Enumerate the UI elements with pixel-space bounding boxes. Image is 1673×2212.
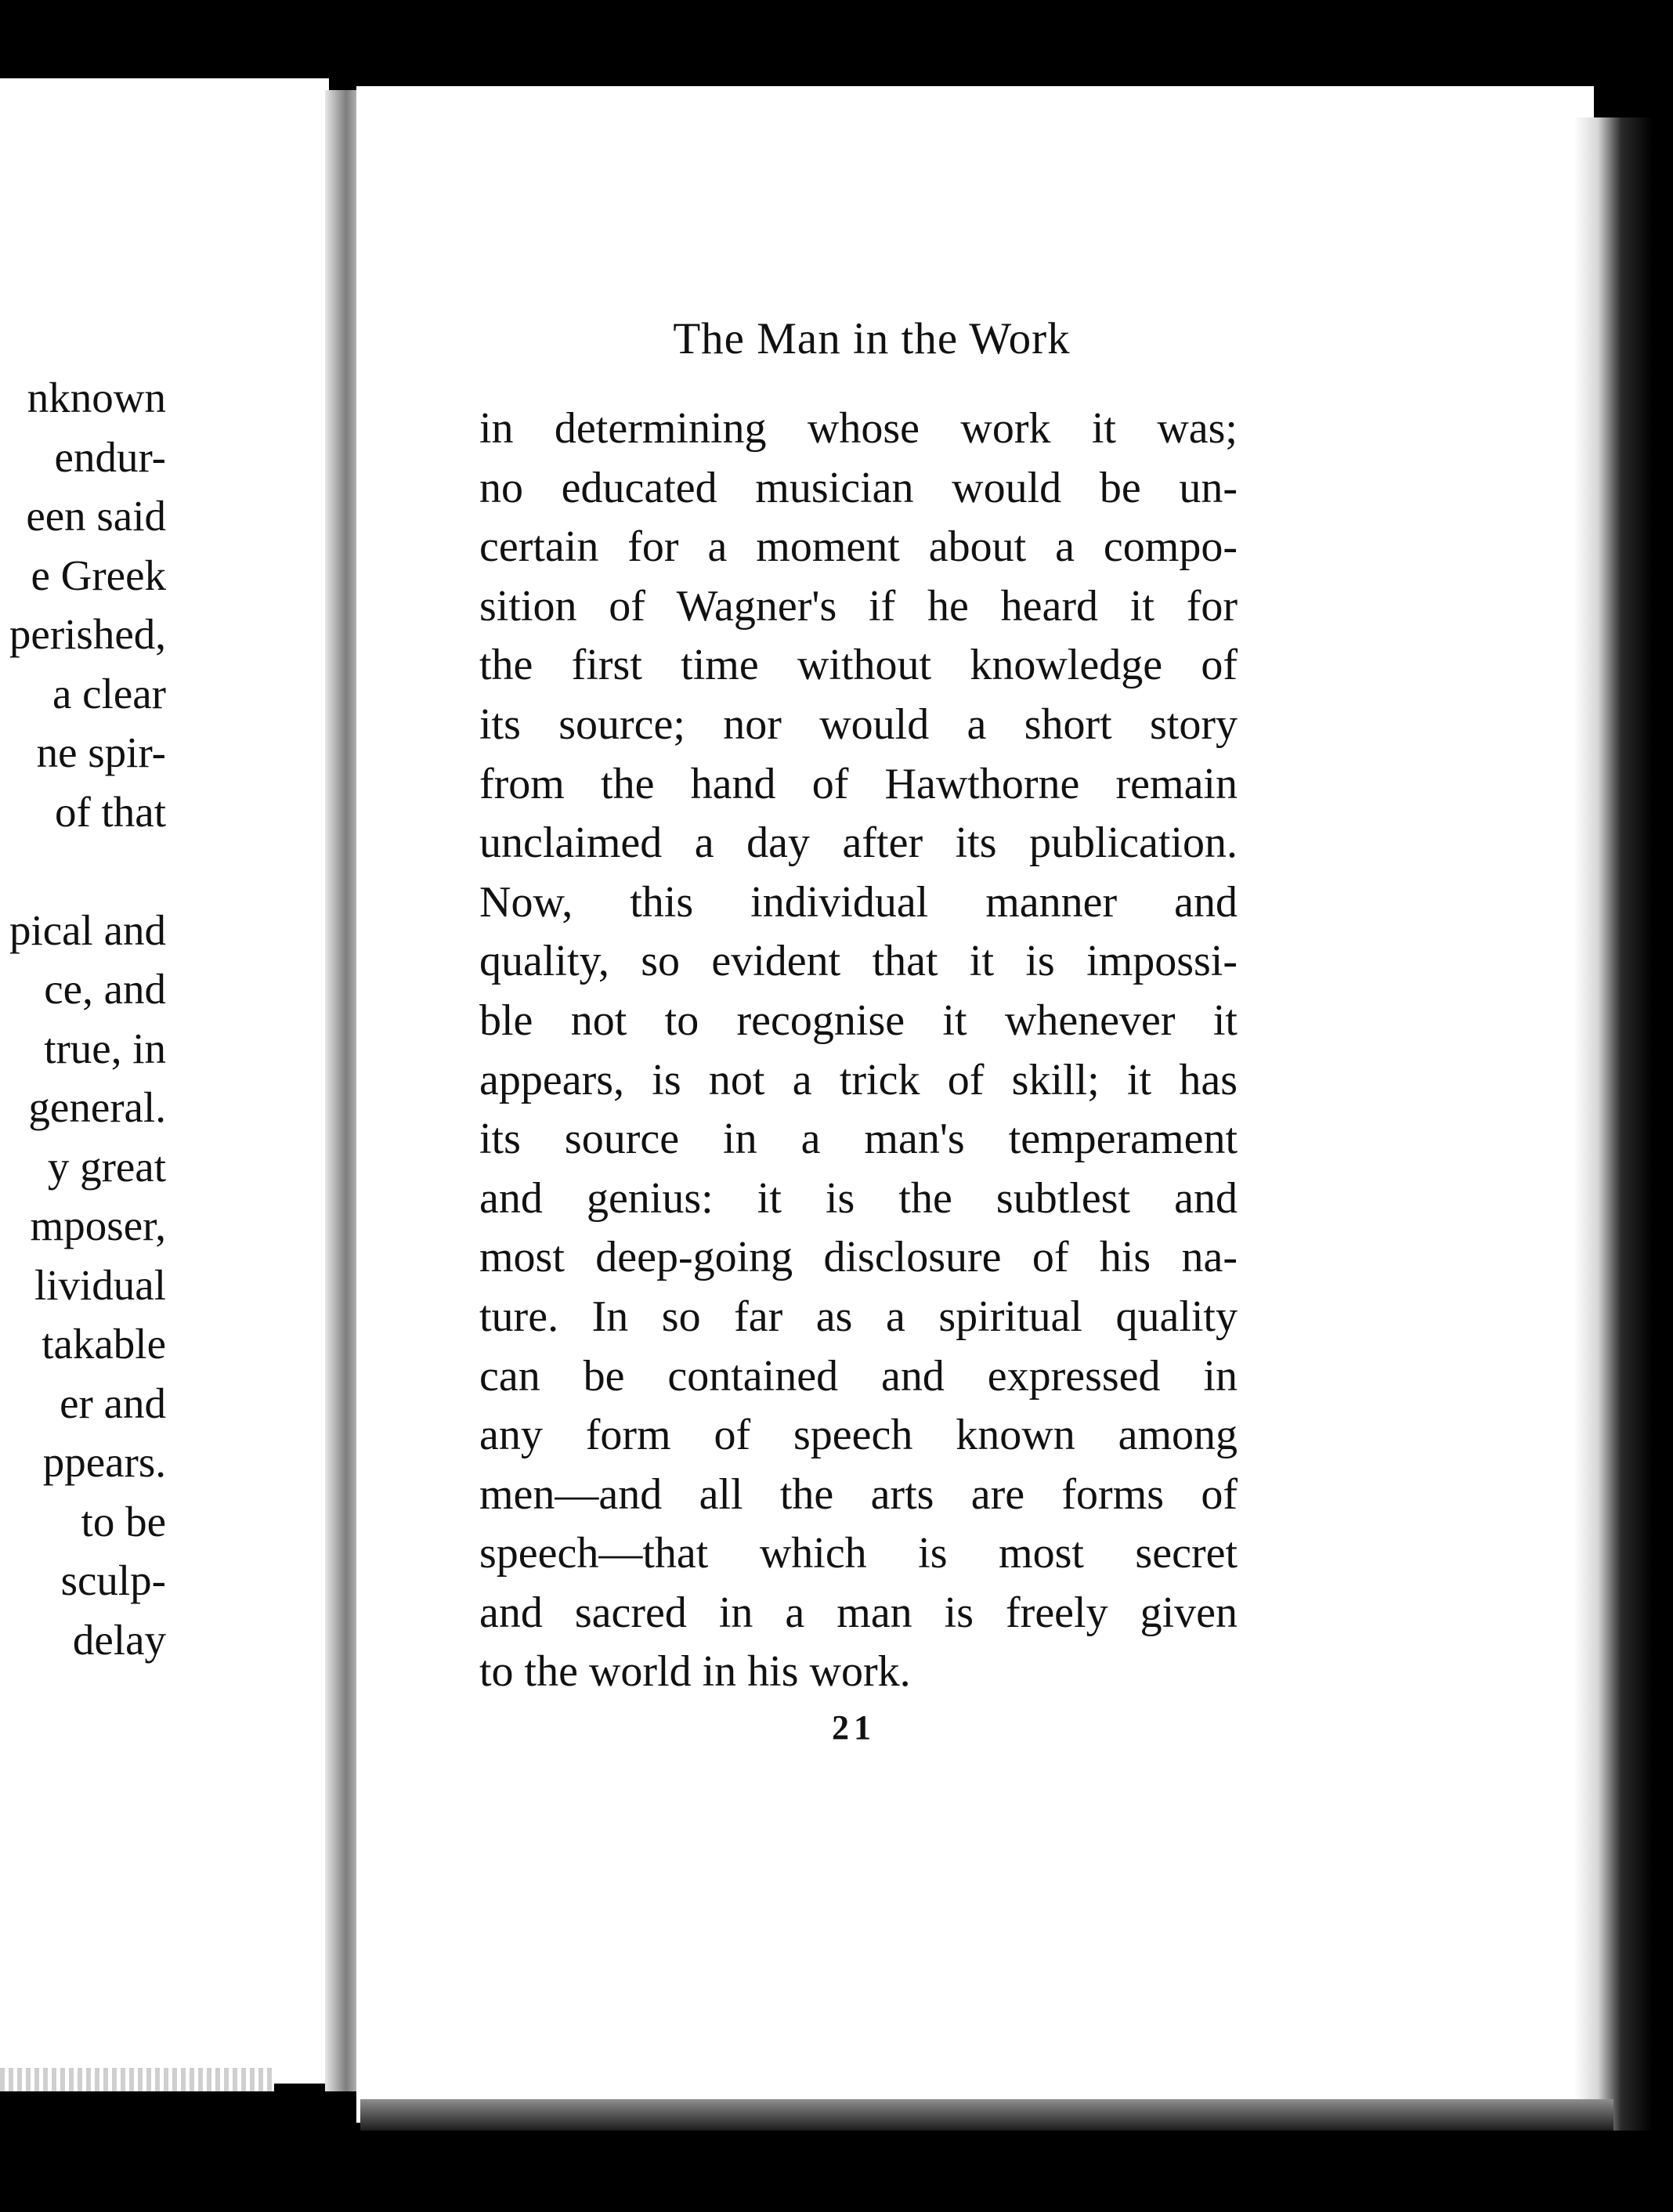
left-page-line: ce, and	[44, 965, 166, 1013]
left-page-line: een said	[26, 492, 166, 540]
running-head: The Man in the Work	[673, 314, 1071, 363]
page-number: 21	[832, 1708, 876, 1747]
left-page-line: a clear	[52, 669, 166, 717]
text-line: quality, so evident that it is impossi-	[479, 937, 1238, 986]
left-page-line: pical and	[9, 905, 166, 954]
text-line: ble not to recognise it whenever it	[479, 996, 1238, 1045]
text-line: its source; nor would a short story	[479, 699, 1238, 749]
left-page-line	[0, 841, 166, 901]
text-line: men—and all the arts are forms of	[479, 1469, 1238, 1519]
left-page-line: ppears.	[42, 1438, 166, 1486]
left-page-line: takable	[42, 1320, 166, 1368]
text-line: can be contained and expressed in	[479, 1351, 1238, 1401]
left-page-line: lividual	[34, 1260, 166, 1309]
text-line: to the world in his work.	[479, 1647, 911, 1697]
text-line: ture. In so far as a spiritual quality	[479, 1292, 1238, 1341]
text-line: sition of Wagner's if he heard it for	[479, 581, 1238, 631]
left-page-line: to be	[81, 1497, 166, 1545]
text-line: and sacred in a man is freely given	[479, 1588, 1238, 1637]
page-bottom-edge	[360, 2099, 1613, 2131]
left-page-line: true, in	[44, 1024, 166, 1072]
text-line: its source in a man's temperament	[479, 1115, 1238, 1164]
text-line: from the hand of Hawthorne remain	[479, 759, 1238, 808]
text-line: Now, this individual manner and	[479, 877, 1238, 927]
left-page-line: endur-	[54, 432, 166, 481]
left-page-line: e Greek	[31, 551, 166, 599]
text-line: the first time without knowledge of	[479, 641, 1238, 690]
left-page-line: ne spir-	[36, 728, 166, 776]
left-page-bottom-edge	[0, 2068, 274, 2091]
left-page-line: mposer,	[30, 1202, 166, 1249]
text-line: appears, is not a trick of skill; it has	[479, 1055, 1238, 1104]
text-line: any form of speech known among	[479, 1411, 1238, 1460]
left-page-line: perished,	[9, 610, 166, 658]
left-page-line: y great	[47, 1142, 166, 1191]
text-line: unclaimed a day after its publication.	[479, 819, 1238, 868]
left-page-line: delay	[72, 1615, 166, 1664]
text-line: speech—that which is most secret	[479, 1529, 1238, 1578]
left-page-line: of that	[54, 787, 166, 836]
text-line: certain for a moment about a compo-	[479, 522, 1238, 572]
text-line: no educated musician would be un-	[479, 463, 1238, 512]
text-line: and genius: it is the subtlest and	[479, 1173, 1238, 1223]
body-text	[479, 399, 1238, 1702]
left-page-line: nknown	[27, 374, 166, 421]
left-page-line: er and	[60, 1379, 166, 1427]
right-page-edge	[1574, 117, 1653, 2131]
text-line: most deep-going disclosure of his na-	[479, 1233, 1238, 1282]
left-page-line: sculp-	[60, 1556, 166, 1604]
text-line: in determining whose work it was;	[479, 404, 1238, 453]
left-page-text	[0, 368, 166, 1669]
left-page-line: general.	[28, 1083, 166, 1131]
